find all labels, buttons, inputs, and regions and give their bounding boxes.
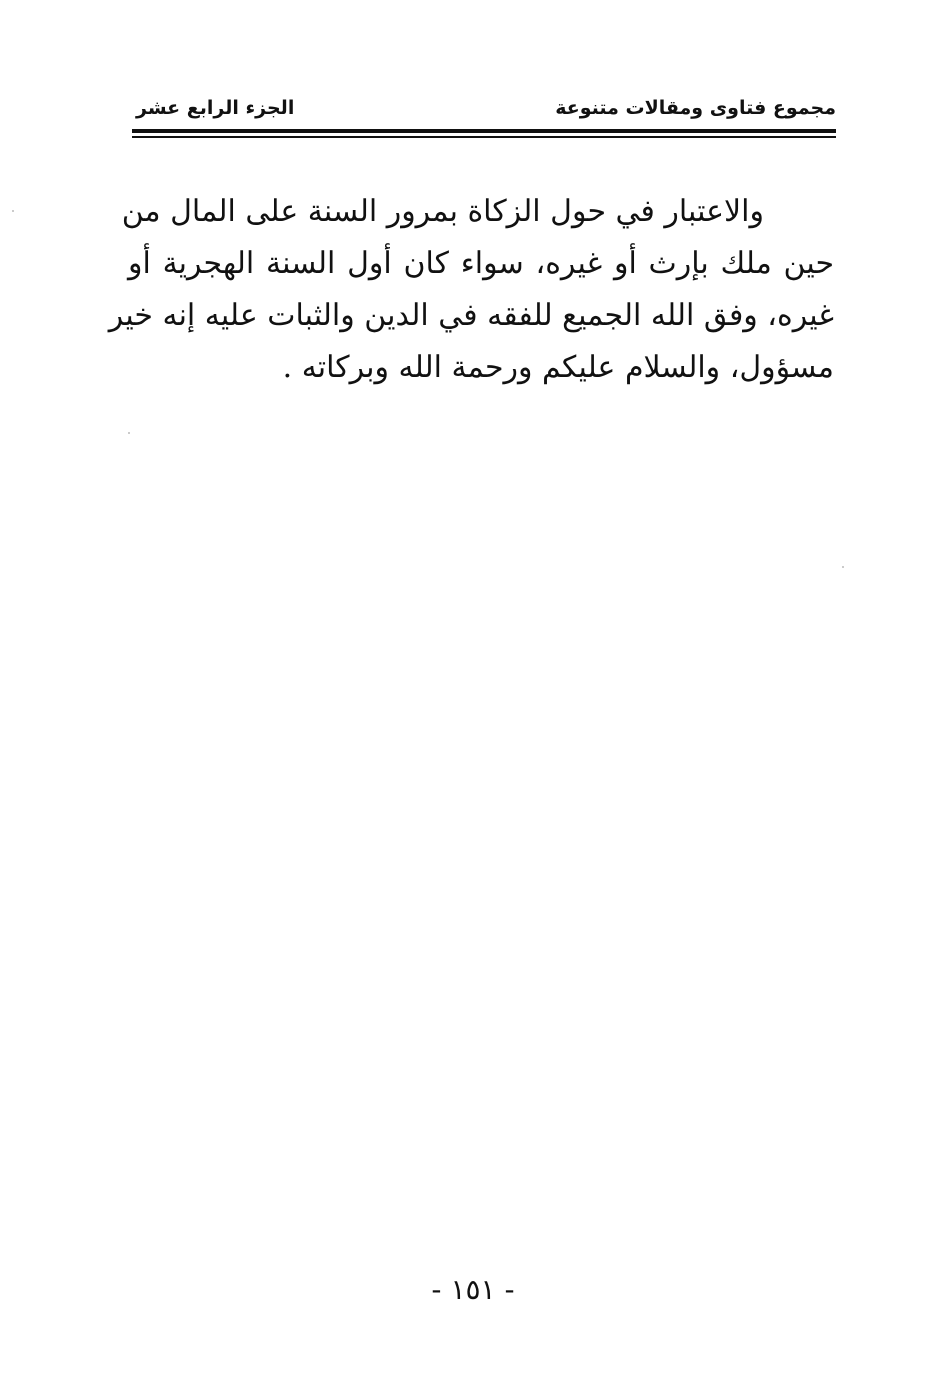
scan-speck [12, 210, 14, 212]
paragraph-line: غيره، وفق الله الجميع للفقه في الدين والثبات عليه إنه خير [108, 298, 834, 333]
page-number: - ١٥١ - [431, 1273, 515, 1306]
header-rule-thin [132, 136, 836, 138]
volume-label: الجزء الرابع عشر [136, 97, 295, 119]
paragraph-line: والاعتبار في حول الزكاة بمرور السنة على المال من [121, 194, 764, 229]
header-rule-thick [132, 129, 836, 133]
body-paragraph [108, 186, 834, 394]
book-title: مجموع فتاوى ومقالات متنوعة [555, 97, 836, 119]
running-header [132, 92, 836, 128]
paragraph-line: مسؤول، والسلام عليكم ورحمة الله وبركاته . [282, 350, 834, 385]
scan-speck [842, 566, 844, 568]
paragraph-line: حين ملك بإرث أو غيره، سواء كان أول السنة الهجرية أو [128, 246, 834, 281]
scan-speck [128, 432, 130, 434]
